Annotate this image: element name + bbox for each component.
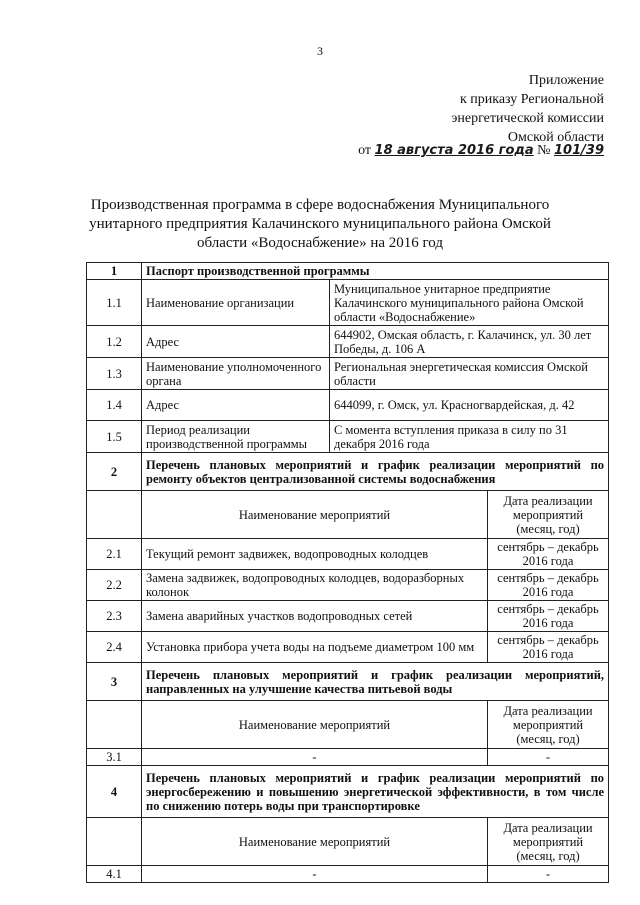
row-number: 2.1 (87, 539, 142, 570)
section-number: 4 (87, 766, 142, 818)
row-number: 4.1 (87, 866, 142, 883)
row-name: Замена аварийных участков водопроводных сетей (142, 601, 488, 632)
row-number: 2.2 (87, 570, 142, 601)
row-number: 1.2 (87, 326, 142, 358)
program-table (86, 262, 609, 883)
row-number: 3.1 (87, 749, 142, 766)
table-row (87, 632, 609, 663)
column-header-row (87, 701, 609, 749)
section-title: Перечень плановых мероприятий и график реализации мероприятий, направленных на улучшение качества питьевой воды (142, 663, 609, 701)
row-label: Адрес (142, 326, 330, 358)
section-title: Паспорт производственной программы (142, 263, 609, 280)
row-number: 1.1 (87, 280, 142, 326)
column-header-name: Наименование мероприятий (142, 818, 488, 866)
table-row (87, 749, 609, 766)
appendix-line: Приложение (528, 73, 604, 88)
appendix-line: Омской области (507, 130, 604, 145)
row-date: сентябрь – декабрь 2016 года (488, 570, 609, 601)
table-row (87, 326, 609, 358)
column-header-name: Наименование мероприятий (142, 701, 488, 749)
column-header-date: Дата реализации мероприятий (месяц, год) (488, 491, 609, 539)
appendix-line: к приказу Региональной (459, 92, 604, 107)
order-prefix: от (358, 143, 372, 158)
appendix-block (451, 71, 604, 147)
row-number: 1.5 (87, 421, 142, 453)
row-value: С момента вступления приказа в силу по 31 декабря 2016 года (330, 421, 609, 453)
section-header (87, 663, 609, 701)
row-number: 2.4 (87, 632, 142, 663)
row-label: Наименование организации (142, 280, 330, 326)
section-header (87, 766, 609, 818)
section-number: 1 (87, 263, 142, 280)
section-title: Перечень плановых мероприятий и график реализации мероприятий по энергосбережению и повышению энергетической эффективности, в том числе по снижению потерь воды при транспортировке (142, 766, 609, 818)
row-label: Период реализации производственной программы (142, 421, 330, 453)
table-row (87, 421, 609, 453)
table-row (87, 570, 609, 601)
row-number: 1.3 (87, 358, 142, 390)
page-number: 3 (317, 44, 323, 58)
row-name: Установка прибора учета воды на подъеме диаметром 100 мм (142, 632, 488, 663)
row-date: сентябрь – декабрь 2016 года (488, 632, 609, 663)
section-header (87, 263, 609, 280)
row-value: Региональная энергетическая комиссия Омской области (330, 358, 609, 390)
empty-cell (87, 701, 142, 749)
table-row (87, 601, 609, 632)
empty-cell (87, 818, 142, 866)
section-number: 3 (87, 663, 142, 701)
row-value: Муниципальное унитарное предприятие Калачинского муниципального района Омской области «Водоснабжение» (330, 280, 609, 326)
column-header-date: Дата реализации мероприятий (месяц, год) (488, 818, 609, 866)
order-reference (358, 143, 604, 159)
section-header (87, 453, 609, 491)
appendix-line: энергетической комиссии (451, 111, 604, 126)
order-date-handwritten: 18 августа 2016 года (374, 143, 534, 158)
table-row (87, 539, 609, 570)
table-row (87, 866, 609, 883)
order-number-label: № (537, 143, 551, 158)
row-name: - (142, 749, 488, 766)
row-date: - (488, 749, 609, 766)
order-number-handwritten: 101/39 (554, 143, 604, 158)
table-row (87, 390, 609, 421)
empty-cell (87, 491, 142, 539)
document-title: Производственная программа в сфере водоснабжения Муниципального унитарного предприятия Калачинского муниципального района Омской области «Водоснабжение» на 2016 год (89, 197, 551, 251)
row-name: Текущий ремонт задвижек, водопроводных колодцев (142, 539, 488, 570)
table-row (87, 280, 609, 326)
column-header-row (87, 818, 609, 866)
row-date: сентябрь – декабрь 2016 года (488, 539, 609, 570)
row-value: 644902, Омская область, г. Калачинск, ул. 30 лет Победы, д. 106 А (330, 326, 609, 358)
column-header-name: Наименование мероприятий (142, 491, 488, 539)
section-title: Перечень плановых мероприятий и график реализации мероприятий по ремонту объектов централизованной системы водоснабжения (142, 453, 609, 491)
table-row (87, 358, 609, 390)
section-number: 2 (87, 453, 142, 491)
row-date: сентябрь – декабрь 2016 года (488, 601, 609, 632)
row-date: - (488, 866, 609, 883)
column-header-date: Дата реализации мероприятий (месяц, год) (488, 701, 609, 749)
column-header-row (87, 491, 609, 539)
row-number: 1.4 (87, 390, 142, 421)
row-number: 2.3 (87, 601, 142, 632)
row-name: - (142, 866, 488, 883)
row-name: Замена задвижек, водопроводных колодцев, водоразборных колонок (142, 570, 488, 601)
row-label: Адрес (142, 390, 330, 421)
row-value: 644099, г. Омск, ул. Красногвардейская, д. 42 (330, 390, 609, 421)
row-label: Наименование уполномоченного органа (142, 358, 330, 390)
